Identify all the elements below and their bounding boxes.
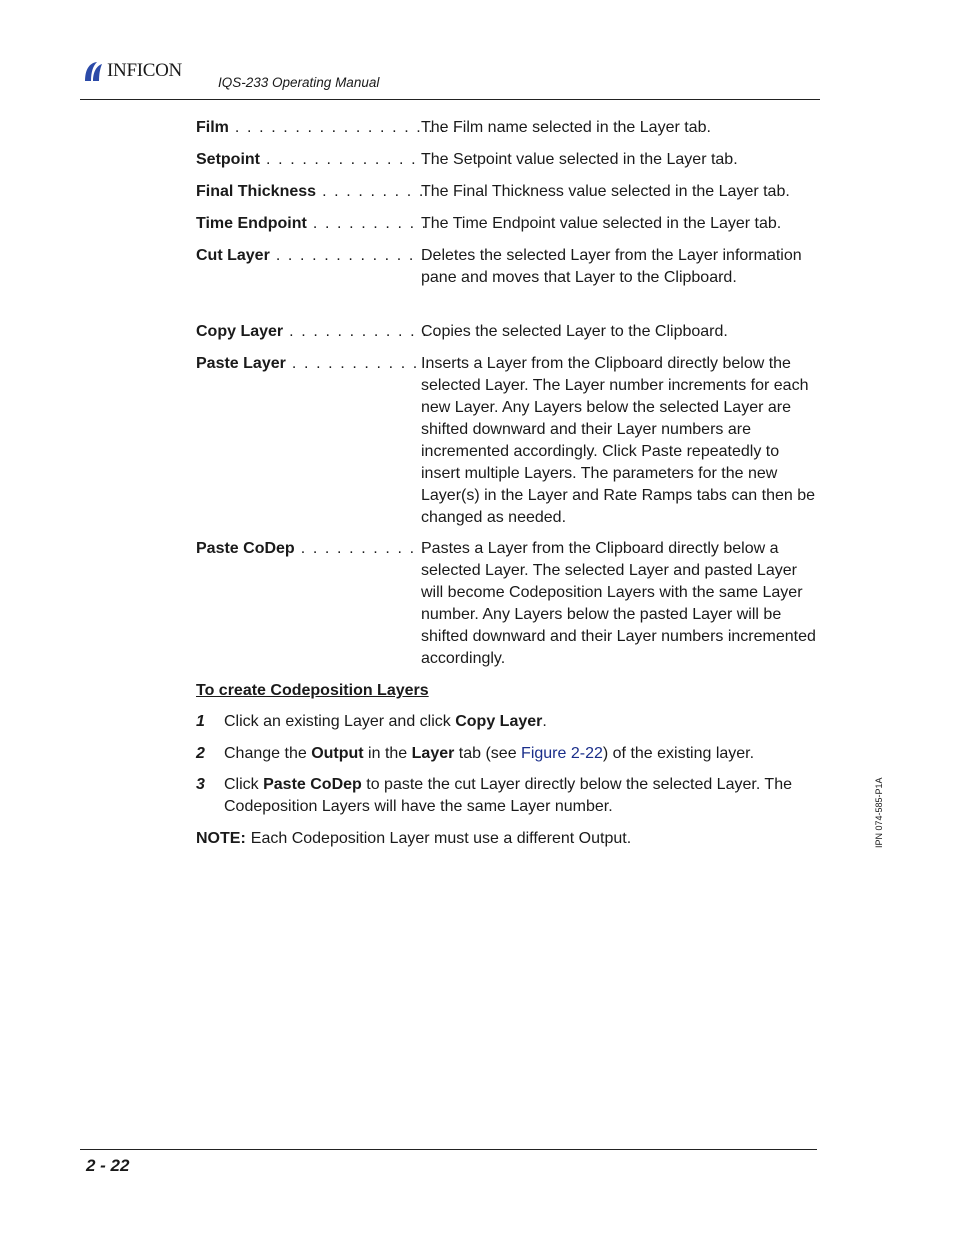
step-text: Click an existing Layer and click Copy Layer. [224, 713, 547, 730]
definition-desc: The Setpoint value selected in the Layer tab. [421, 151, 738, 168]
definition-desc: Pastes a Layer from the Clipboard directly below a selected Layer. The selected Layer and pasted Layer will become Codeposition Layers with the same Layer number. Any Layers below the pasted Layer will be shifted downward and their Layer numbers incremented accordingly. [421, 540, 816, 667]
procedure-heading: To create Codeposition Layers [196, 682, 429, 699]
definition-desc: Deletes the selected Layer from the Layer information pane and moves that Layer to the Clipboard. [421, 247, 802, 286]
definition-term: Paste Layer . . . . . . . . . . . . [196, 355, 431, 372]
definition-desc: The Film name selected in the Layer tab. [421, 119, 711, 136]
definition-desc: Inserts a Layer from the Clipboard directly below the selected Layer. The Layer number increments for each new Layer. Any Layers below the selected Layer are shifted downward and their Layer numbers are incremented accordingly. Click Paste repeatedly to insert multiple Layers. The parameters for the new Layer(s) in the Layer and Rate Ramps tabs can then be changed as needed. [421, 355, 815, 526]
definition-desc: The Final Thickness value selected in the Layer tab. [421, 183, 790, 200]
note-text: Each Codeposition Layer must use a different Output. [250, 830, 632, 847]
header-divider [80, 99, 820, 100]
definition-term: Copy Layer . . . . . . . . . . . . . [196, 323, 441, 340]
page-number: 2 - 22 [86, 1156, 130, 1175]
definition-term: Cut Layer . . . . . . . . . . . . . . [196, 247, 440, 264]
manual-title: IQS-233 Operating Manual [218, 75, 380, 90]
note-label: NOTE: [196, 830, 246, 847]
logo-wordmark: INFICON [107, 60, 182, 81]
inficon-logo-icon [82, 60, 104, 82]
definition-term: Final Thickness . . . . . . . . . [196, 183, 425, 200]
step-text: Click Paste CoDep to paste the cut Layer directly below the selected Layer. The Codeposition Layers will have the same Layer number. [224, 776, 792, 815]
step-number: 3 [196, 776, 205, 793]
definition-term: Film . . . . . . . . . . . . . . . . . . . [196, 119, 459, 136]
definition-term: Paste CoDep . . . . . . . . . . . [196, 540, 428, 557]
definition-term: Setpoint . . . . . . . . . . . . . . . [196, 151, 442, 168]
inficon-logo [82, 60, 182, 82]
figure-link[interactable]: Figure 2-22 [521, 745, 603, 762]
step-text: Change the Output in the Layer tab (see Figure 2-22) of the existing layer. [224, 745, 755, 762]
step-number: 2 [196, 745, 205, 762]
note [196, 828, 631, 850]
definition-desc: Copies the selected Layer to the Clipboard. [421, 323, 728, 340]
definition-term: Time Endpoint . . . . . . . . . . [196, 215, 428, 232]
footer-divider [80, 1149, 817, 1150]
document-ipn: IPN 074-585-P1A [874, 777, 884, 848]
definition-desc: The Time Endpoint value selected in the Layer tab. [421, 215, 782, 232]
step-number: 1 [196, 713, 205, 730]
